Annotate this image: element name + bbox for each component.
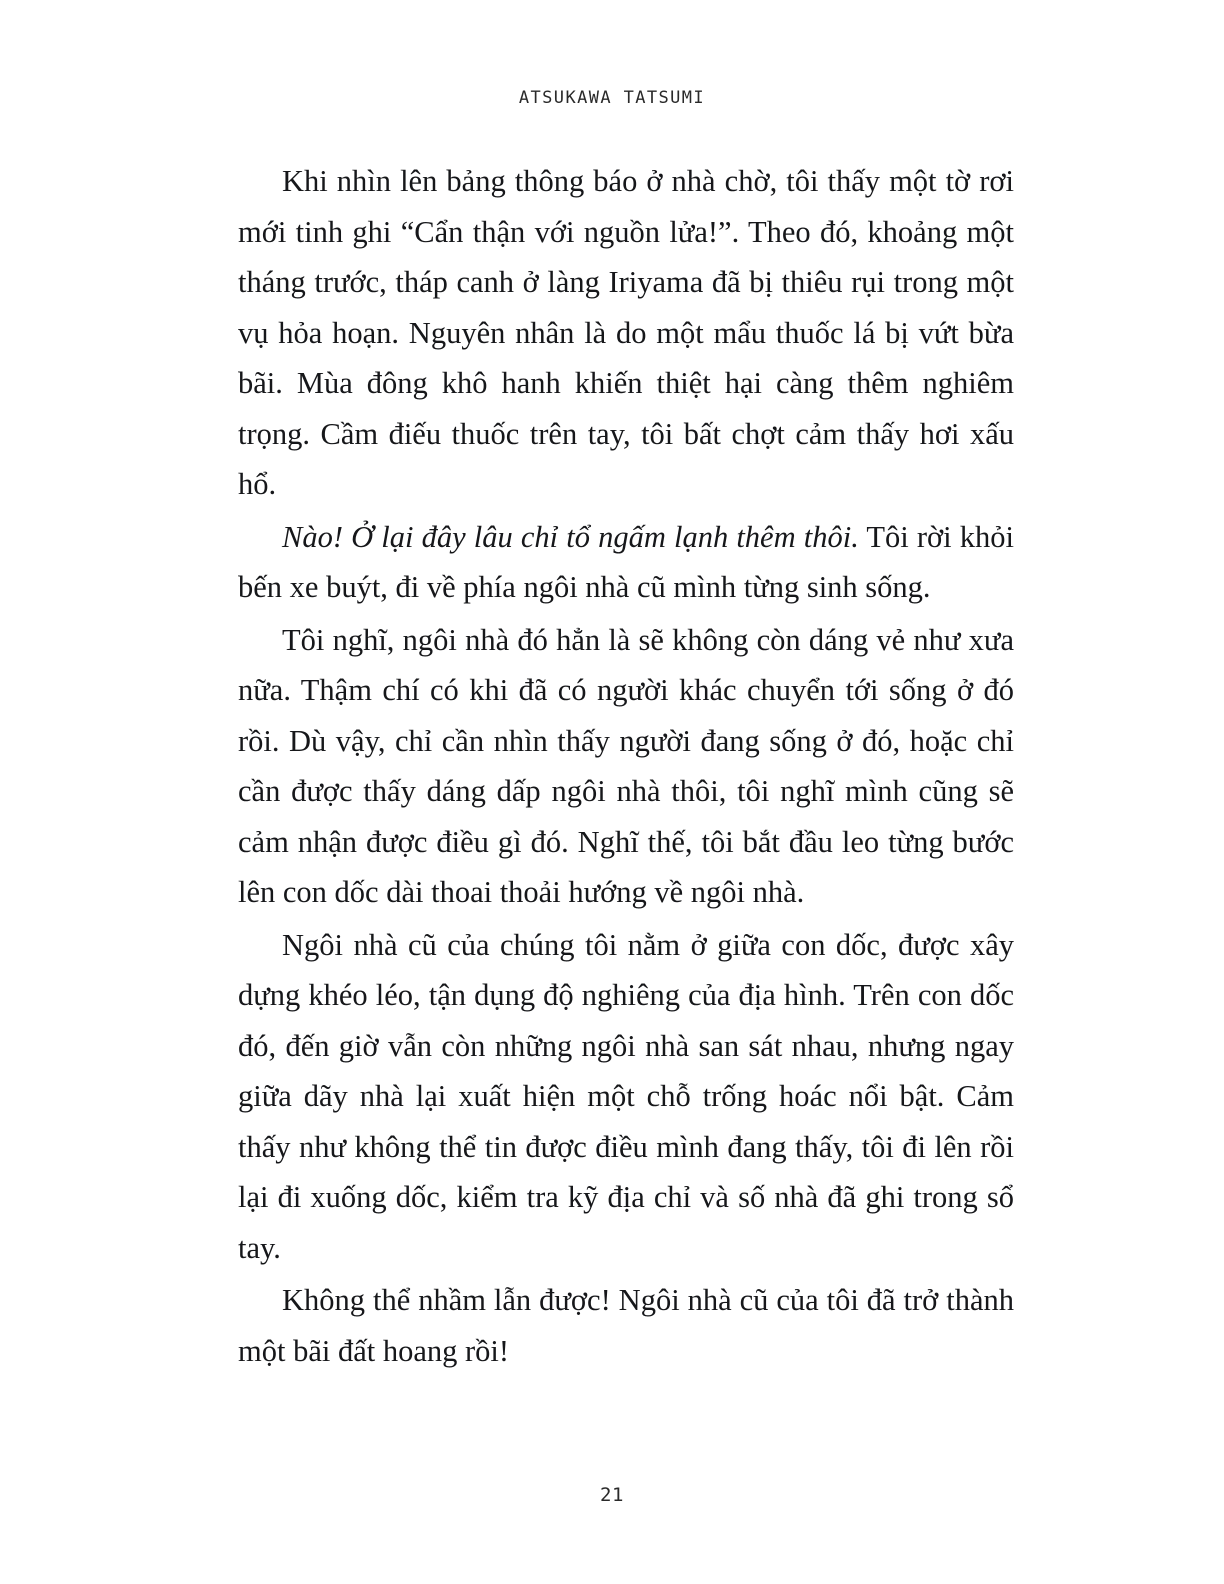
paragraph: Không thể nhầm lẫn được! Ngôi nhà cũ của tôi đã trở thành một bãi đất hoang rồi! [238, 1283, 1014, 1368]
paragraph: Khi nhìn lên bảng thông báo ở nhà chờ, tôi thấy một tờ rơi mới tinh ghi “Cẩn thận với nguồn lửa!”. Theo đó, khoảng một tháng trước, tháp canh ở làng Iriyama đã bị thiêu rụi trong một vụ hỏa hoạn. Nguyên nhân là do một mẩu thuốc lá bị vứt bừa bãi. Mùa đông khô hanh khiến thiệt hại càng thêm nghiêm trọng. Cầm điếu thuốc trên tay, tôi bất chợt cảm thấy hơi xấu hổ. [238, 164, 1014, 501]
paragraph-rest: Tôi rời khỏi bến xe buýt, đi về phía ngôi nhà cũ mình từng sinh sống. [238, 519, 1014, 604]
italic-lead: Nào! Ở lại đây lâu chỉ tổ ngấm lạnh thêm thôi. [282, 519, 859, 554]
page-number: 21 [600, 1484, 624, 1506]
paragraph [238, 512, 1014, 613]
body-text [238, 156, 1014, 1376]
paragraph: Tôi nghĩ, ngôi nhà đó hẳn là sẽ không còn dáng vẻ như xưa nữa. Thậm chí có khi đã có người khác chuyển tới sống ở đó rồi. Dù vậy, chỉ cần nhìn thấy người đang sống ở đó, hoặc chỉ cần được thấy dáng dấp ngôi nhà thôi, tôi nghĩ mình cũng sẽ cảm nhận được điều gì đó. Nghĩ thế, tôi bắt đầu leo từng bước lên con dốc dài thoai thoải hướng về ngôi nhà. [238, 622, 1014, 909]
paragraph: Ngôi nhà cũ của chúng tôi nằm ở giữa con dốc, được xây dựng khéo léo, tận dụng độ nghiêng của địa hình. Trên con dốc đó, đến giờ vẫn còn những ngôi nhà san sát nhau, nhưng ngay giữa dãy nhà lại xuất hiện một chỗ trống hoác nổi bật. Cảm thấy như không thể tin được điều mình đang thấy, tôi đi lên rồi lại đi xuống dốc, kiểm tra kỹ địa chỉ và số nhà đã ghi trong sổ tay. [238, 927, 1014, 1265]
running-head: ATSUKAWA TATSUMI [518, 88, 706, 108]
